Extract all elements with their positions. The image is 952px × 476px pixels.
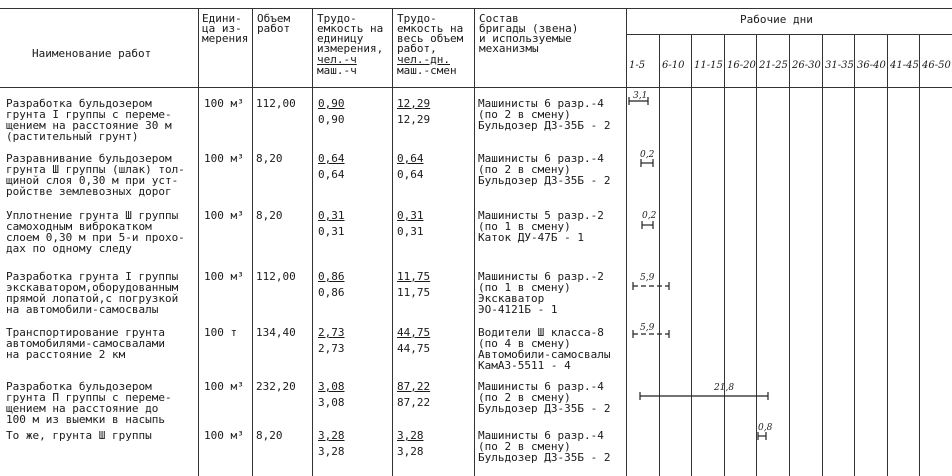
row-labor-unit-bot: 0,90 (318, 113, 345, 126)
row-labor-total-bot: 11,75 (397, 286, 431, 299)
day-col-label: 16-20 (727, 60, 756, 71)
row-labor-total-top: 87,22 (397, 380, 431, 393)
row-crew: Водители Ш класса-8 (по 4 в смену) Автомобили-самосвалы КамАЗ-5511 - 4 (478, 326, 611, 372)
row-labor-total-top: 12,29 (397, 97, 431, 110)
row-volume: 112,00 (256, 97, 296, 110)
row-labor-unit-bot: 0,64 (318, 168, 345, 181)
row-unit: 100 м³ (204, 380, 244, 393)
header-labor-total-u1: чел.-дн. (397, 53, 450, 66)
row-crew: Машинисты 5 разр.-2 (по 1 в смену) Каток ДУ-47Б - 1 (478, 209, 604, 244)
row-labor-total-top: 11,75 (397, 270, 431, 283)
col-sep-volume (252, 8, 253, 476)
day-col-sep (724, 35, 725, 476)
row-volume: 8,20 (256, 429, 283, 442)
row-crew: Машинисты 6 разр.-4 (по 2 в смену) Бульдозер ДЗ-35Б - 2 (478, 97, 611, 132)
row-unit: 100 м³ (204, 429, 244, 442)
row-crew: Машинисты 6 разр.-4 (по 2 в смену) Бульдозер ДЗ-35Б - 2 (478, 429, 611, 464)
gantt-bar-label: 5,9 (640, 273, 655, 283)
day-col-sep (854, 35, 855, 476)
row-unit: 100 м³ (204, 209, 244, 222)
row-labor-total-top: 0,31 (397, 209, 424, 222)
row-labor-unit-bot: 3,08 (318, 396, 345, 409)
row-name: Разработка бульдозером грунта П группы с переме- щением на расстояние до 100 м из выемки в насыпь (6, 380, 172, 426)
row-labor-unit-top: 0,64 (318, 152, 345, 165)
day-col-sep (789, 35, 790, 476)
header-labor-unit-u2: маш.-ч (317, 64, 357, 77)
day-col-label: 11-15 (694, 60, 723, 71)
row-labor-total-bot: 12,29 (397, 113, 431, 126)
row-labor-total-bot: 0,64 (397, 168, 424, 181)
row-labor-total-bot: 3,28 (397, 445, 424, 458)
day-col-sep (691, 35, 692, 476)
row-labor-total-bot: 44,75 (397, 342, 431, 355)
day-col-label: 46-50 (922, 60, 951, 71)
row-volume: 232,20 (256, 380, 296, 393)
col-sep-crew (474, 8, 475, 476)
row-name: Разравнивание бульдозером грунта Ш группы (шлак) тол- щиной слоя 0,30 м при уст- ройстве землевозных дорог (6, 152, 185, 198)
day-col-label: 36-40 (857, 60, 886, 71)
day-col-label: 31-35 (825, 60, 854, 71)
col-sep-days (626, 8, 627, 476)
row-labor-unit-top: 3,08 (318, 380, 345, 393)
row-labor-unit-bot: 2,73 (318, 342, 345, 355)
gantt-bar-label: 0,2 (640, 150, 655, 160)
row-labor-unit-bot: 0,31 (318, 225, 345, 238)
gantt-bar-label: 5,9 (640, 323, 655, 333)
row-volume: 134,40 (256, 326, 296, 339)
day-col-label: 21-25 (759, 60, 788, 71)
row-labor-total-bot: 87,22 (397, 396, 431, 409)
day-col-label: 6-10 (662, 60, 685, 71)
day-col-sep (822, 35, 823, 476)
day-col-label: 26-30 (792, 60, 821, 71)
day-col-sep (659, 35, 660, 476)
day-col-label: 41-45 (890, 60, 919, 71)
header-days: Рабочие дни (740, 13, 813, 26)
row-labor-total-top: 0,64 (397, 152, 424, 165)
row-labor-unit-top: 0,90 (318, 97, 345, 110)
row-unit: 100 м³ (204, 270, 244, 283)
row-labor-total-top: 3,28 (397, 429, 424, 442)
row-crew: Машинисты 6 разр.-2 (по 1 в смену) Экскаватор ЭО-4121Б - 1 (478, 270, 604, 316)
header-labor-total-u2: маш.-смен (397, 64, 457, 77)
top-rule (0, 8, 952, 9)
row-unit: 100 м³ (204, 152, 244, 165)
day-col-label: 1-5 (629, 60, 646, 71)
row-volume: 8,20 (256, 209, 283, 222)
gantt-bar-label: 0,8 (758, 423, 773, 433)
col-sep-labor-total (392, 8, 393, 476)
row-volume: 8,20 (256, 152, 283, 165)
day-col-sep (887, 35, 888, 476)
row-labor-total-top: 44,75 (397, 326, 431, 339)
col-sep-unit (198, 8, 199, 476)
row-crew: Машинисты 6 разр.-4 (по 2 в смену) Бульдозер ДЗ-35Б - 2 (478, 152, 611, 187)
row-labor-unit-top: 3,28 (318, 429, 345, 442)
header-labor-total: Трудо- емкость на весь объем работ, (397, 12, 464, 55)
row-labor-unit-top: 2,73 (318, 326, 345, 339)
row-unit: 100 т (204, 326, 238, 339)
header-crew: Состав бригады (звена) и используемые механизмы (479, 12, 579, 55)
header-name: Наименование работ (32, 47, 152, 60)
gantt-bar-label: 0,2 (642, 211, 657, 221)
col-sep-labor-unit (312, 8, 313, 476)
row-volume: 112,00 (256, 270, 296, 283)
row-labor-unit-bot: 3,28 (318, 445, 345, 458)
header-unit: Едини- ца из- мерения (202, 12, 249, 45)
row-crew: Машинисты 6 разр.-4 (по 2 в смену) Бульдозер ДЗ-35Б - 2 (478, 380, 611, 415)
row-labor-total-bot: 0,31 (397, 225, 424, 238)
row-labor-unit-top: 0,31 (318, 209, 345, 222)
day-col-sep (919, 35, 920, 476)
row-labor-unit-bot: 0,86 (318, 286, 345, 299)
gantt-bar-label: 21,8 (714, 383, 735, 393)
row-unit: 100 м³ (204, 97, 244, 110)
header-rule (0, 87, 952, 88)
row-name: Уплотнение грунта Ш группы самоходным виброкатком слоем 0,30 м при 5-и прохо- дах по одному следу (6, 209, 185, 255)
row-name: Разработка грунта I группы экскаватором,оборудованным прямой лопатой,с погрузкой на автомобили-самосвалы (6, 270, 179, 316)
header-labor-unit-u1: чел.-ч (317, 53, 357, 66)
gantt-bar-label: 3,1 (633, 91, 648, 101)
row-labor-unit-top: 0,86 (318, 270, 345, 283)
row-name: Разработка бульдозером грунта I группы с переме- щением на расстояние 30 м (растительный грунт) (6, 97, 172, 143)
header-labor-unit: Трудо- емкость на единицу измерения, (317, 12, 384, 55)
row-name: То же, грунта Ш группы (6, 429, 152, 442)
row-name: Транспортирование грунта автомобилями-самосвалами на расстояние 2 км (6, 326, 165, 361)
header-volume: Объем работ (257, 12, 291, 35)
day-col-sep (756, 35, 757, 476)
